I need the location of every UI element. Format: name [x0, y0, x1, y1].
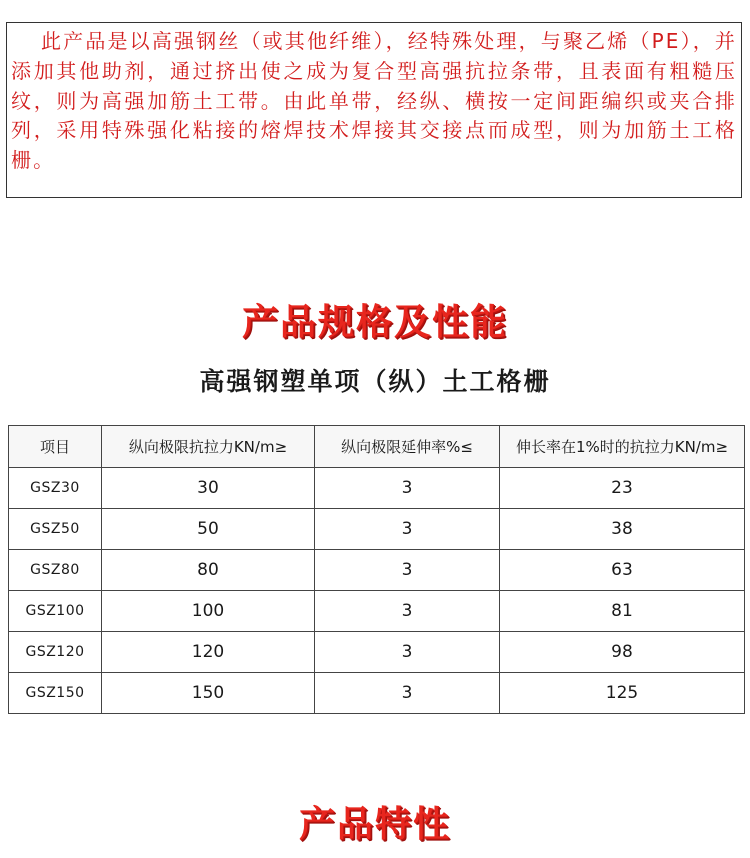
intro-box [6, 22, 742, 198]
cell-elongation: 3 [315, 591, 500, 632]
section-title-specs: 产品规格及性能 [241, 302, 508, 343]
cell-model: GSZ100 [9, 591, 102, 632]
header-tensile-strength: 纵向极限抗拉力KN/m≥ [102, 426, 315, 468]
cell-strength-1pct: 63 [500, 550, 745, 591]
cell-elongation: 3 [315, 673, 500, 714]
cell-strength-1pct: 98 [500, 632, 745, 673]
cell-strength-1pct: 125 [500, 673, 745, 714]
table-row [9, 591, 745, 632]
table-row [9, 509, 745, 550]
table-row [9, 468, 745, 509]
cell-elongation: 3 [315, 632, 500, 673]
cell-elongation: 3 [315, 550, 500, 591]
table-header-row [9, 426, 745, 468]
header-item: 项目 [9, 426, 102, 468]
cell-model: GSZ50 [9, 509, 102, 550]
cell-model: GSZ120 [9, 632, 102, 673]
table-row [9, 632, 745, 673]
cell-model: GSZ150 [9, 673, 102, 714]
cell-strength-1pct: 38 [500, 509, 745, 550]
table-row [9, 673, 745, 714]
cell-elongation: 3 [315, 509, 500, 550]
header-strength-at-1pct: 伸长率在1%时的抗拉力KN/m≥ [500, 426, 745, 468]
intro-text: 此产品是以高强钢丝（或其他纤维），经特殊处理，与聚乙烯（PE），并添加其他助剂，通过挤出使之成为复合型高强抗拉条带，且表面有粗糙压纹，则为高强加筋土工带。由此单带，经纵、横按一定间距编织或夹合排列，采用特殊强化粘接的熔焊技术焊接其交接点而成型，则为加筋土工格栅。 [11, 29, 737, 173]
cell-tensile: 80 [102, 550, 315, 591]
cell-model: GSZ30 [9, 468, 102, 509]
cell-tensile: 150 [102, 673, 315, 714]
table-row [9, 550, 745, 591]
spec-table [8, 425, 745, 714]
cell-tensile: 50 [102, 509, 315, 550]
cell-strength-1pct: 23 [500, 468, 745, 509]
section-title-features: 产品特性 [298, 804, 451, 845]
cell-tensile: 100 [102, 591, 315, 632]
cell-model: GSZ80 [9, 550, 102, 591]
cell-tensile: 30 [102, 468, 315, 509]
header-elongation: 纵向极限延伸率%≤ [315, 426, 500, 468]
cell-tensile: 120 [102, 632, 315, 673]
cell-elongation: 3 [315, 468, 500, 509]
table-title: 高强钢塑单项（纵）土工格栅 [199, 367, 551, 396]
cell-strength-1pct: 81 [500, 591, 745, 632]
